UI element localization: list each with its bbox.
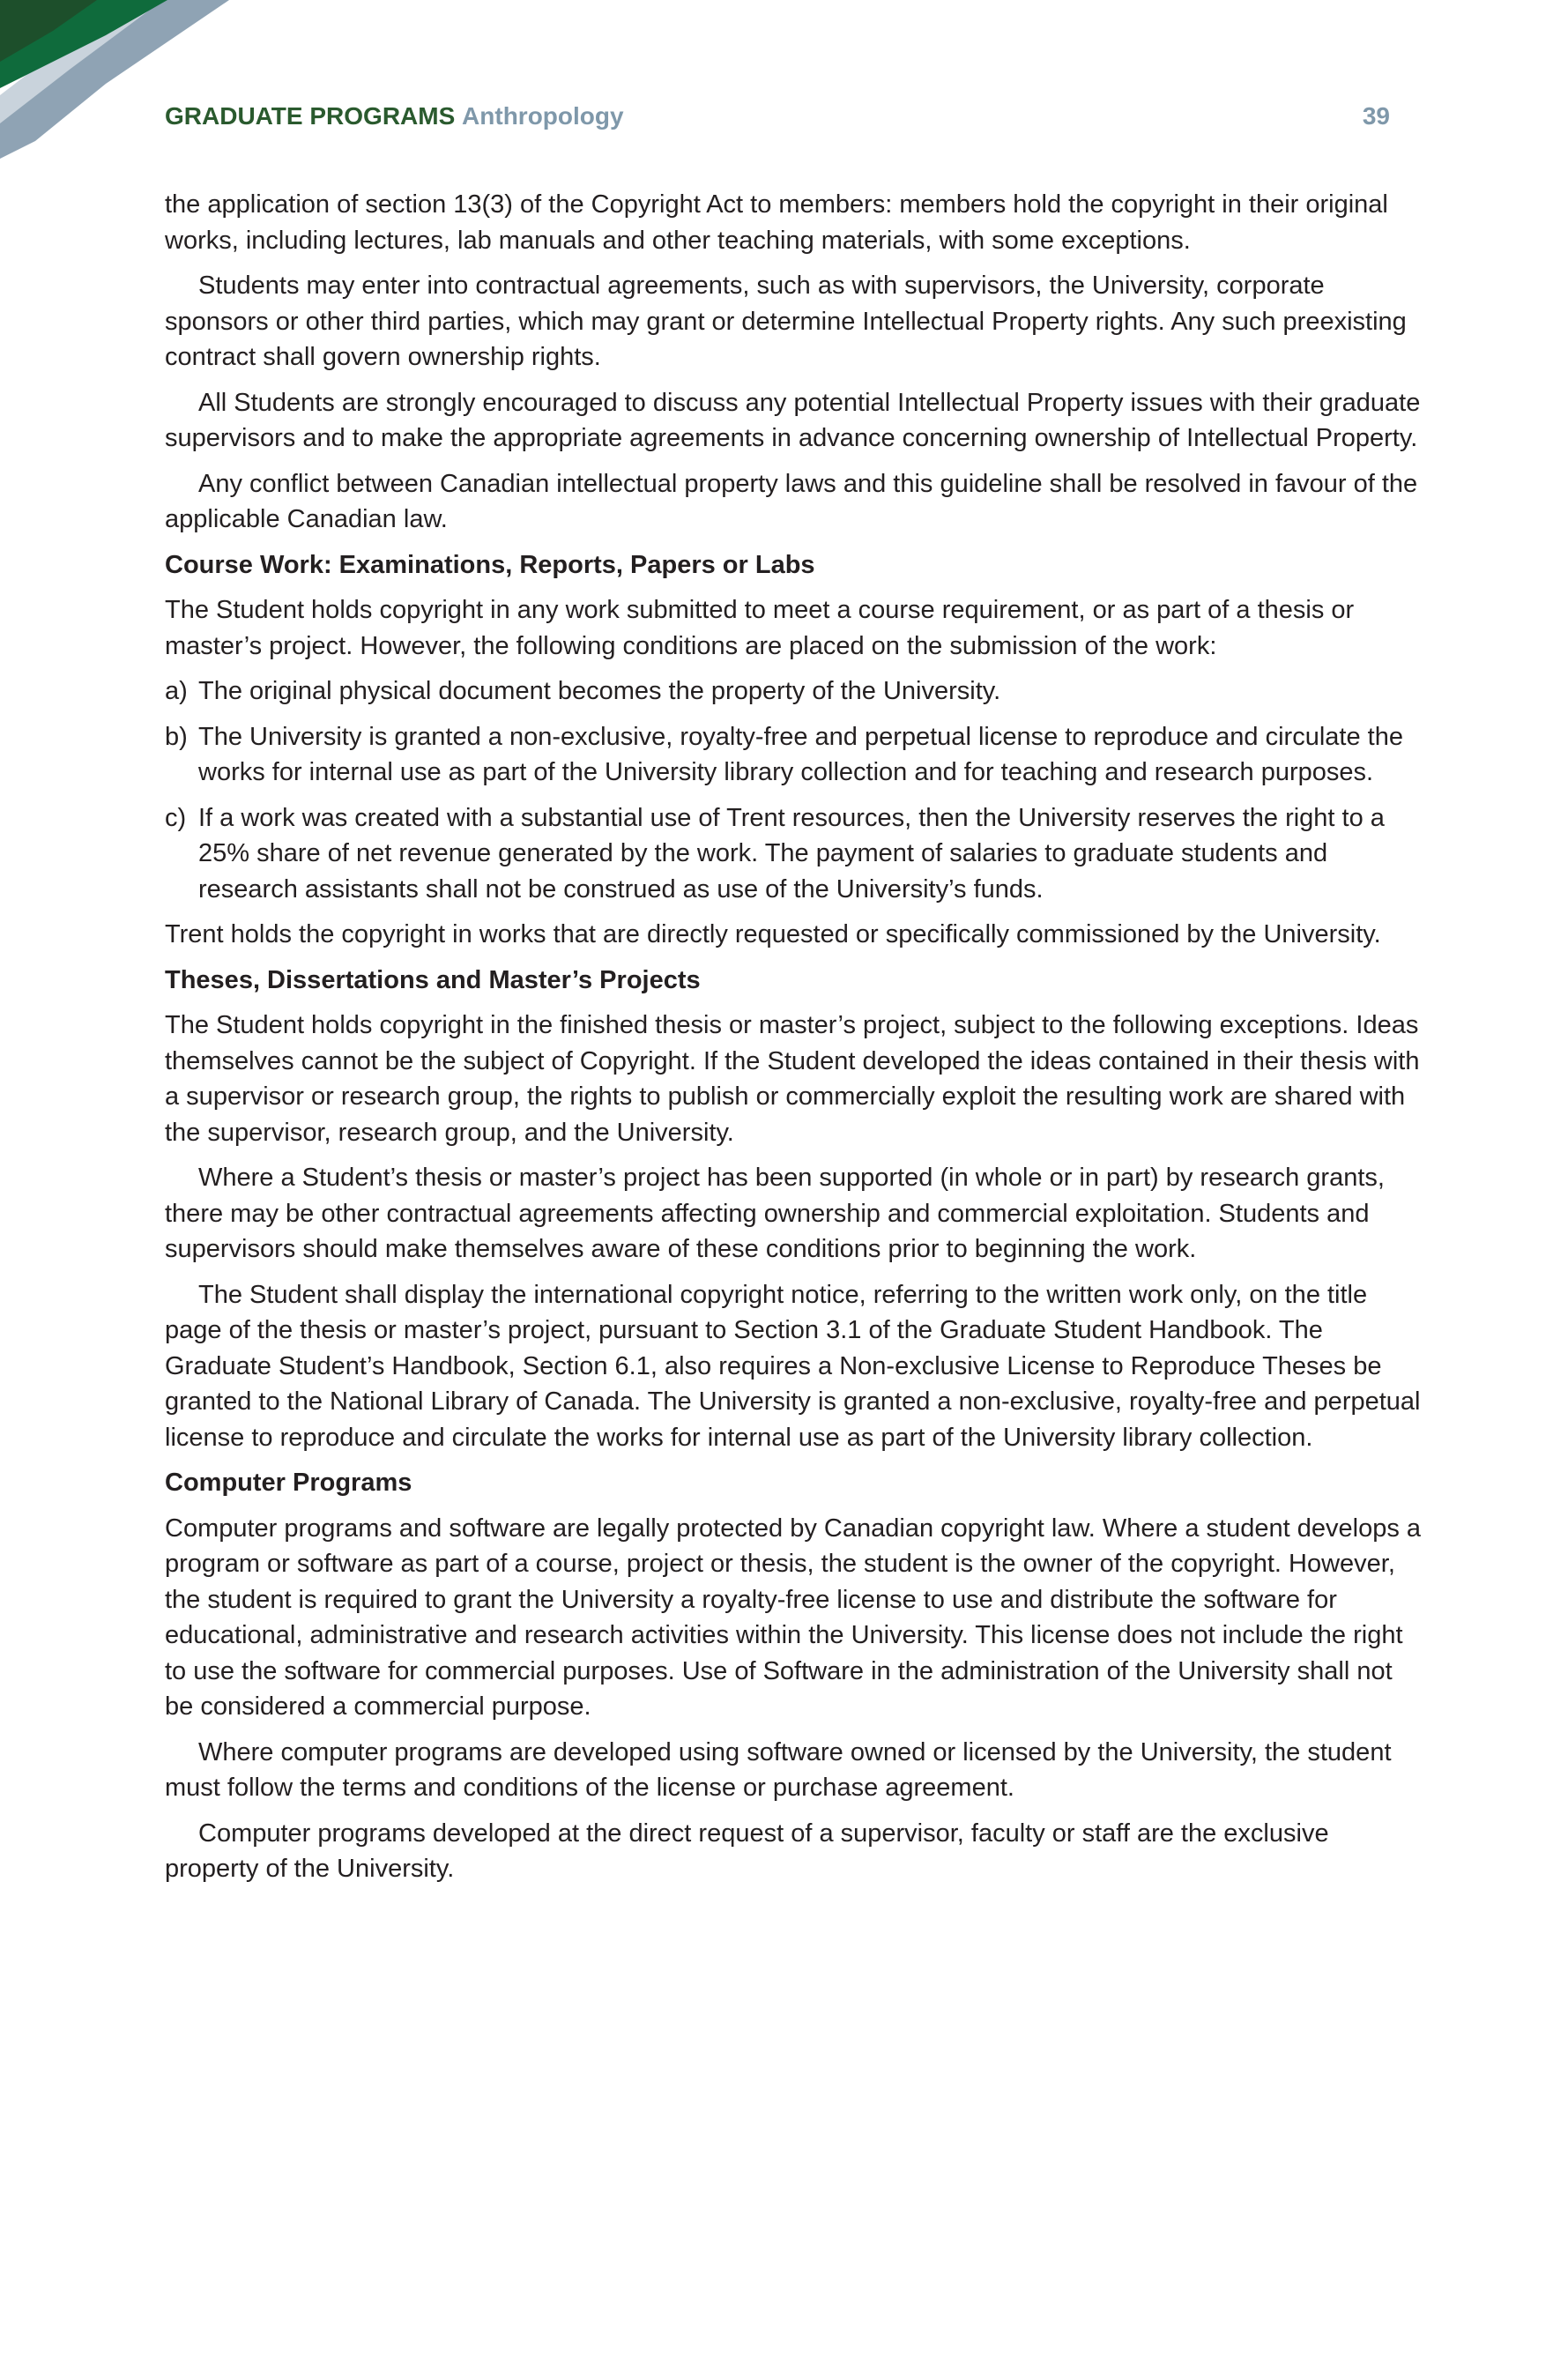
theses-heading: Theses, Dissertations and Master’s Projects [165,965,701,994]
header-section-title: GRADUATE PROGRAMS [165,102,456,130]
list-marker: a) [165,677,188,705]
theses-paragraph-2: Where a Student’s thesis or master’s project has been supported (in whole or in part) by research grants, there may be other contractual agreements affecting ownership and commercial exploitation. Students and supervisors should make themselves aware of these conditions prior to beginning the work. [165,1164,1385,1263]
computer-programs-paragraph-1: Computer programs and software are legally protected by Canadian copyright law. Where a student develops a program or software as part of a course, project or thesis, the student is the owner of the copyright. However, the student is required to grant the University a royalty-free license to use and distribute the software for educational, administrative and research activities within the University. This license does not include the right to use the software for commercial purposes. Use of Software in the administration of the University shall not be considered a commercial purpose. [165,1514,1422,1721]
list-item [165,800,1423,908]
running-header [165,99,1390,134]
computer-programs-paragraph-2: Where computer programs are developed using software owned or licensed by the University, the student must follow the terms and conditions of the license or purchase agreement. [165,1737,1392,1802]
page-body [165,187,1423,1897]
theses-paragraph-3: The Student shall display the international copyright notice, referring to the written work only, on the title page of the thesis or master’s project, pursuant to Section 3.1 of the Graduate Student Handbook. The Graduate Student’s Handbook, Section 6.1, also requires a Non-exclusive License to Reproduce Theses be granted to the National Library of Canada. The University is granted a non-exclusive, royalty-free and perpetual license to reproduce and circulate the works for internal use as part of the University library collection. [165,1280,1421,1452]
course-work-heading: Course Work: Examinations, Reports, Papers or Labs [165,550,815,579]
intro-paragraph-4: Any conflict between Canadian intellectual property laws and this guideline shall be resolved in favour of the applicable Canadian law. [165,469,1418,533]
corner-decoration [0,0,247,159]
list-marker: b) [165,722,188,751]
list-item [165,673,1423,710]
list-item-text: The University is granted a non-exclusive, royalty-free and perpetual license to reproduce and circulate the works for internal use as part of the University library collection and for teaching and research purposes. [198,722,1403,786]
list-item [165,719,1423,791]
intro-paragraph-1: the application of section 13(3) of the Copyright Act to members: members hold the copyright in their original works, including lectures, lab manuals and other teaching materials, with some exceptions. [165,190,1388,255]
intro-paragraph-2: Students may enter into contractual agreements, such as with supervisors, the University, corporate sponsors or other third parties, which may grant or determine Intellectual Property rights. Any such preexisting contract shall govern ownership rights. [165,271,1407,371]
intro-paragraph-3: All Students are strongly encouraged to discuss any potential Intellectual Property issues with their graduate supervisors and to make the appropriate agreements in advance concerning ownership of Intellectual Property. [165,388,1421,452]
course-work-closing: Trent holds the copyright in works that are directly requested or specifically commissioned by the University. [165,920,1381,948]
computer-programs-heading: Computer Programs [165,1469,412,1497]
list-item-text: If a work was created with a substantial use of Trent resources, then the University reserves the right to a 25% share of net revenue generated by the work. The payment of salaries to graduate students and research assistants shall not be construed as use of the University’s funds. [198,803,1385,904]
theses-paragraph-1: The Student holds copyright in the finished thesis or master’s project, subject to the following exceptions. Ideas themselves cannot be the subject of Copyright. If the Student developed the ideas contained in their thesis with a supervisor or research group, the rights to publish or commercially exploit the resulting work are shared with the supervisor, research group, and the University. [165,1011,1420,1147]
course-work-intro: The Student holds copyright in any work submitted to meet a course requirement, or as part of a thesis or master’s project. However, the following conditions are placed on the submission of the work: [165,596,1355,660]
list-marker: c) [165,803,187,832]
header-department: Anthropology [462,102,624,130]
computer-programs-paragraph-3: Computer programs developed at the direct request of a supervisor, faculty or staff are the exclusive property of the University. [165,1818,1329,1883]
list-item-text: The original physical document becomes the property of the University. [198,677,1001,705]
page-number: 39 [1362,102,1390,130]
